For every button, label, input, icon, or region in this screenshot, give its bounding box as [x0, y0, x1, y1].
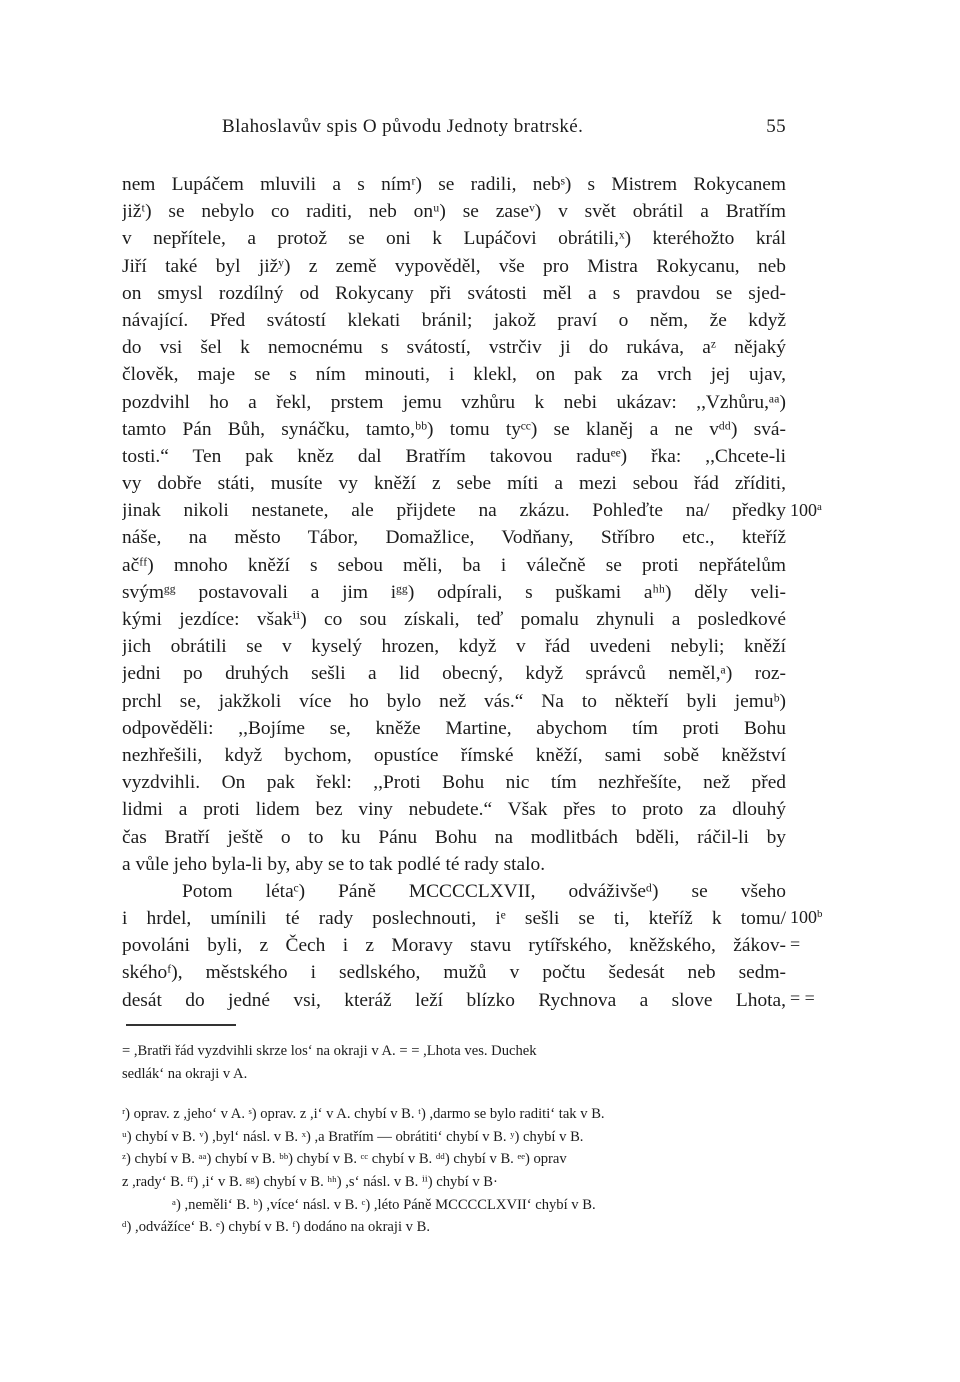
text-line: jinak nikoli nestanete, ale přijdete na zkázu. Pohleďte na/ předky: [122, 500, 786, 522]
footnote-line: ᶻ) chybí v B. ᵃᵃ) chybí v B. ᵇᵇ) chybí v B. ᶜᶜ chybí v B. ᵈᵈ) chybí v B. ᵉᵉ) oprav: [122, 1151, 567, 1168]
text-line: návající. Před svátostí klekati bránil; jakož praví o něm, že když: [122, 309, 786, 331]
text-line: Potom létaᶜ) Páně MCCCCLXVII, odváživšeᵈ) se všeho: [182, 880, 786, 902]
footnote-line: ʳ) oprav. z ,jeho‘ v A. ˢ) oprav. z ,i‘ v A. chybí v B. ᵗ) ,darmo se bylo raditi‘ tak v B.: [122, 1106, 605, 1123]
margin-note: = =: [790, 988, 815, 1008]
footnotes: [122, 1040, 786, 1239]
text-line: jižᵗ) se nebylo co raditi, neb onᵘ) se zaseᵛ) v svět obrátil a Bratřím: [122, 201, 786, 223]
text-line: nezhřešili, když bychom, opustíce římské kněží, sami sobě kněžství: [122, 744, 786, 766]
footnote-divider: [126, 1024, 236, 1026]
text-line: lidmi a proti lidem bez viny nebudete.“ Však přes to proto za dlouhý: [122, 799, 786, 821]
text-line: čas Bratří ještě o to ku Pánu Bohu na modlitbách bděli, ráčil-li by: [122, 826, 786, 848]
text-line: jedni po druhých sešli a lid obecný, když správců neměl,ᵃ) roz-: [122, 663, 786, 685]
footnote-line: ᵈ) ,odvážíce‘ B. ᵉ) chybí v B. ᶠ) dodáno na okraji v B.: [122, 1219, 430, 1236]
text-line: a vůle jeho byla-li by, aby se to tak podlé té rady stalo.: [122, 853, 546, 875]
text-line: jich obrátili se v kyselý hrozen, když v řád uvedeni nebyli; kněží: [122, 636, 786, 658]
text-line: ačᶠᶠ) mnoho kněží s sebou měli, ba i válečně se proti nepřátelům: [122, 554, 786, 576]
footnote-line: ᵃ) ,neměli‘ B. ᵇ) ,více‘ násl. v B. ᶜ) ,léto Páně MCCCCLXVII‘ chybí v B.: [172, 1196, 596, 1213]
text-line: on smysl rozdílný od Rokycany při svátosti měl a s pravdou se sjed-: [122, 282, 786, 304]
text-line: vyzdvihli. On pak řekl: ,,Proti Bohu nic tím nezhřešíte, než před: [122, 772, 786, 794]
text-line: vy dobře státi, musíte vy kněží z sebe míti a mezi sebou řád zříditi,: [122, 473, 786, 495]
text-line: Jiří také byl jižʸ) z země vypověděl, vše pro Mistra Rokycanu, neb: [122, 255, 786, 277]
text-line: pozdvihl ho a řekl, prstem jemu vzhůru k nebi ukázav: ,,Vzhůru,ᵃᵃ): [122, 391, 786, 413]
margin-note: =: [790, 934, 801, 954]
text-line: kými jezdíce: všakⁱⁱ) co sou získali, teď pomalu zhynuli a posledkové: [122, 609, 786, 630]
text-line: odpověděli: ,,Bojíme se, kněže Martine, abychom tím proti Bohu: [122, 717, 786, 739]
footnote-line: sedlák‘ na okraji v A.: [122, 1065, 248, 1082]
text-line: i hrdel, umínili té rady poslechnouti, iᵉ sešli se ti, kteříž k tomu/: [122, 908, 786, 930]
text-line: skéhoᶠ), městského i sedlského, mužů v počtu šedesát neb sedm-: [122, 962, 786, 984]
text-line: prchl se, jakžkoli více ho bylo než vás.“ Na to někteří byli jemuᵇ): [122, 690, 786, 712]
margin-note: 100$^b$: [790, 907, 823, 927]
running-header: [222, 116, 786, 146]
running-title: Blahoslavův spis O původu Jednoty bratrské.: [222, 116, 584, 137]
text-line: povoláni byli, z Čech i z Moravy stavu rytířského, kněžského, žákov-: [122, 935, 786, 957]
text-line: náše, na město Tábor, Domažlice, Vodňany, Stříbro etc., kteříž: [122, 527, 786, 549]
text-line: desát do jedné vsi, kteráž leží blízko Rychnova a slove Lhota,: [122, 989, 786, 1011]
footnote-line: = ,Bratři řád vyzdvihli skrze los‘ na okraji v A. = = ,Lhota ves. Duchek: [122, 1043, 537, 1059]
margin-note: 100$^a$: [790, 500, 822, 520]
footnote-line: z ,rady‘ B. ᶠᶠ) ,i‘ v B. ᵍᵍ) chybí v B. ʰʰ) ,s‘ násl. v B. ⁱⁱ) chybí v B·: [122, 1173, 498, 1190]
main-text: [122, 171, 786, 1014]
text-line: tamto Pán Bůh, synáčku, tamto,ᵇᵇ) tomu tyᶜᶜ) se klaněj a ne vᵈᵈ) svá-: [122, 418, 786, 440]
text-line: v nepřítele, a protož se oni k Lupáčovi obrátili,ˣ) kteréhožto král: [122, 228, 786, 250]
text-line: tosti.“ Ten pak kněz dal Bratřím takovou raduᵉᵉ) řka: ,,Chcete-li: [122, 445, 786, 467]
text-line: člověk, maje se s ním minouti, i klekl, on pak za vrch jej ujav,: [122, 364, 786, 386]
page-number: 55: [766, 116, 786, 137]
text-line: do vsi šel k nemocnému s svátostí, vstrčiv ji do rukáva, aᶻ nějaký: [122, 337, 786, 359]
footnote-line: ᵘ) chybí v B. ᵛ) ,byl‘ násl. v B. ˣ) ,a Bratřím — obrátiti‘ chybí v B. ʸ) chybí v B.: [122, 1128, 584, 1145]
text-line: svýmᵍᵍ postavovali a jim iᵍᵍ) odpírali, s puškami aʰʰ) děly veli-: [122, 581, 786, 603]
text-line: nem Lupáčem mluvili a s nímʳ) se radili, nebˢ) s Mistrem Rokycanem: [122, 174, 786, 195]
